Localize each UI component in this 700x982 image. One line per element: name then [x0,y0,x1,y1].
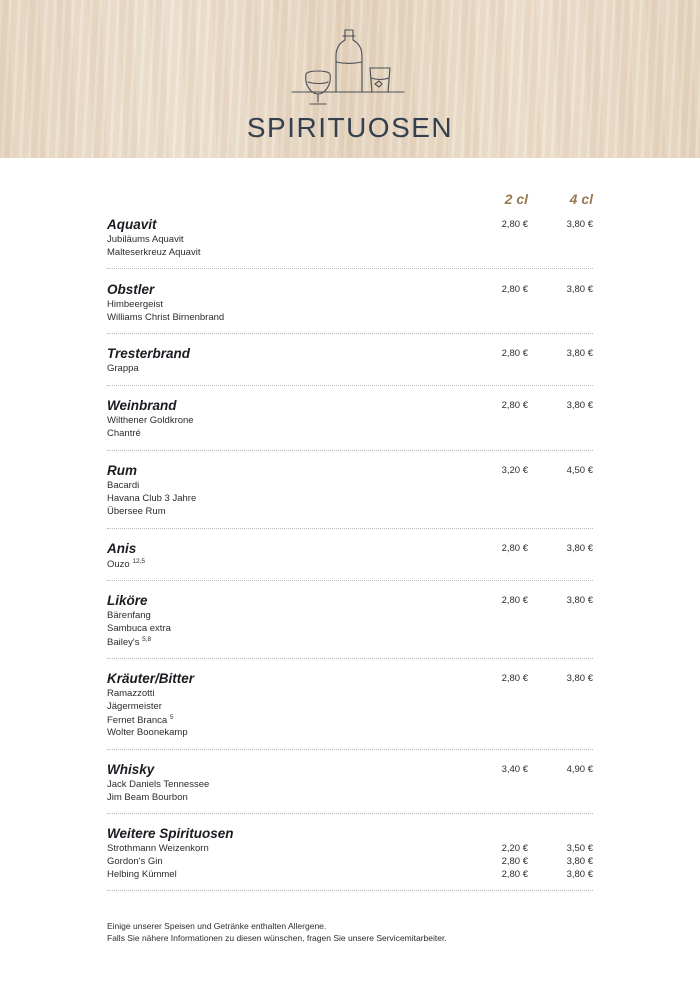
price-2cl: 3,20 € [501,465,528,476]
section-divider [107,813,593,814]
menu-item: Bacardi [107,480,140,491]
price-2cl: 2,80 € [501,595,528,606]
price-2cl: 2,80 € [501,400,528,411]
section-divider [107,890,593,891]
page-title: SPIRITUOSEN [246,112,454,143]
column-header-2cl: 2 cl [504,191,528,207]
allergen-note-line-2: Falls Sie nähere Informationen zu diesen wünschen, fragen Sie unsere Servicemitarbeiter. [107,932,447,943]
menu-item-name: Fernet Branca [107,715,168,726]
column-header-4cl: 4 cl [569,191,593,207]
price-4cl: 3,80 € [566,284,593,295]
section-divider [107,385,593,386]
allergen-note-line-1: Einige unserer Speisen und Getränke enthalten Allergene. [107,921,327,931]
menu-item: Williams Christ Birnenbrand [107,312,225,323]
section-divider [107,580,593,581]
section-divider [107,658,593,659]
price-4cl: 3,80 € [566,673,593,684]
menu-item-name: Ouzo [107,559,130,570]
menu-item: Gordon's Gin [107,856,163,867]
allergen-marker: 5,8 [142,636,152,643]
section-divider [107,749,593,750]
menu-item: Malteserkreuz Aquavit [107,247,201,258]
section-title: Aquavit [107,217,157,232]
price-4cl: 3,80 € [566,856,593,867]
price-2cl: 2,80 € [501,673,528,684]
section-title: Kräuter/Bitter [107,671,195,686]
menu-item: Jack Daniels Tennessee [107,779,210,790]
menu-item: Ramazzotti [107,688,155,699]
section-title: Whisky [107,762,155,777]
menu-item: Jubiläums Aquavit [107,234,184,245]
section-divider [107,268,593,269]
price-2cl: 2,80 € [501,543,528,554]
allergen-note [107,921,447,944]
menu-item: Jim Beam Bourbon [107,792,188,803]
menu-item-name: Bailey's [107,637,140,648]
section-title: Obstler [107,282,155,297]
header-wood-banner [0,0,700,158]
section-title: Weitere Spirituosen [107,826,234,841]
menu-item [107,714,173,726]
section-title: Liköre [107,593,148,608]
menu-item: Chantré [107,428,141,439]
menu-item [107,558,145,570]
bottle-glasses-icon [290,26,406,110]
price-2cl: 2,80 € [501,348,528,359]
price-4cl: 3,80 € [566,348,593,359]
menu-item: Übersee Rum [107,506,166,517]
section-divider [107,450,593,451]
menu-item: Grappa [107,363,139,374]
price-2cl: 2,80 € [501,856,528,867]
menu-item: Wolter Boonekamp [107,727,188,738]
section-title: Weinbrand [107,398,177,413]
price-2cl: 2,80 € [501,284,528,295]
menu-item [107,636,151,648]
price-4cl: 3,80 € [566,219,593,230]
price-4cl: 3,80 € [566,869,593,880]
price-4cl: 4,50 € [566,465,593,476]
section-divider [107,528,593,529]
price-2cl: 2,80 € [501,219,528,230]
menu-item: Havana Club 3 Jahre [107,493,197,504]
section-divider [107,333,593,334]
price-2cl: 3,40 € [501,764,528,775]
menu-item: Jägermeister [107,701,162,712]
allergen-marker: 5 [169,714,174,721]
price-2cl: 2,20 € [501,843,528,854]
menu-item: Bärenfang [107,610,151,621]
price-2cl: 2,80 € [501,869,528,880]
price-4cl: 3,50 € [566,843,593,854]
menu-item: Sambuca extra [107,623,171,634]
section-title: Tresterbrand [107,346,191,361]
price-4cl: 4,90 € [566,764,593,775]
allergen-marker: 12,5 [132,558,146,565]
menu-item: Wilthener Goldkrone [107,415,194,426]
menu-item: Strothmann Weizenkorn [107,843,209,854]
section-title: Rum [107,463,137,478]
section-title: Anis [107,541,137,556]
price-4cl: 3,80 € [566,543,593,554]
price-4cl: 3,80 € [566,400,593,411]
menu-item: Himbeergeist [107,299,163,310]
price-4cl: 3,80 € [566,595,593,606]
menu-item: Helbing Kümmel [107,869,177,880]
